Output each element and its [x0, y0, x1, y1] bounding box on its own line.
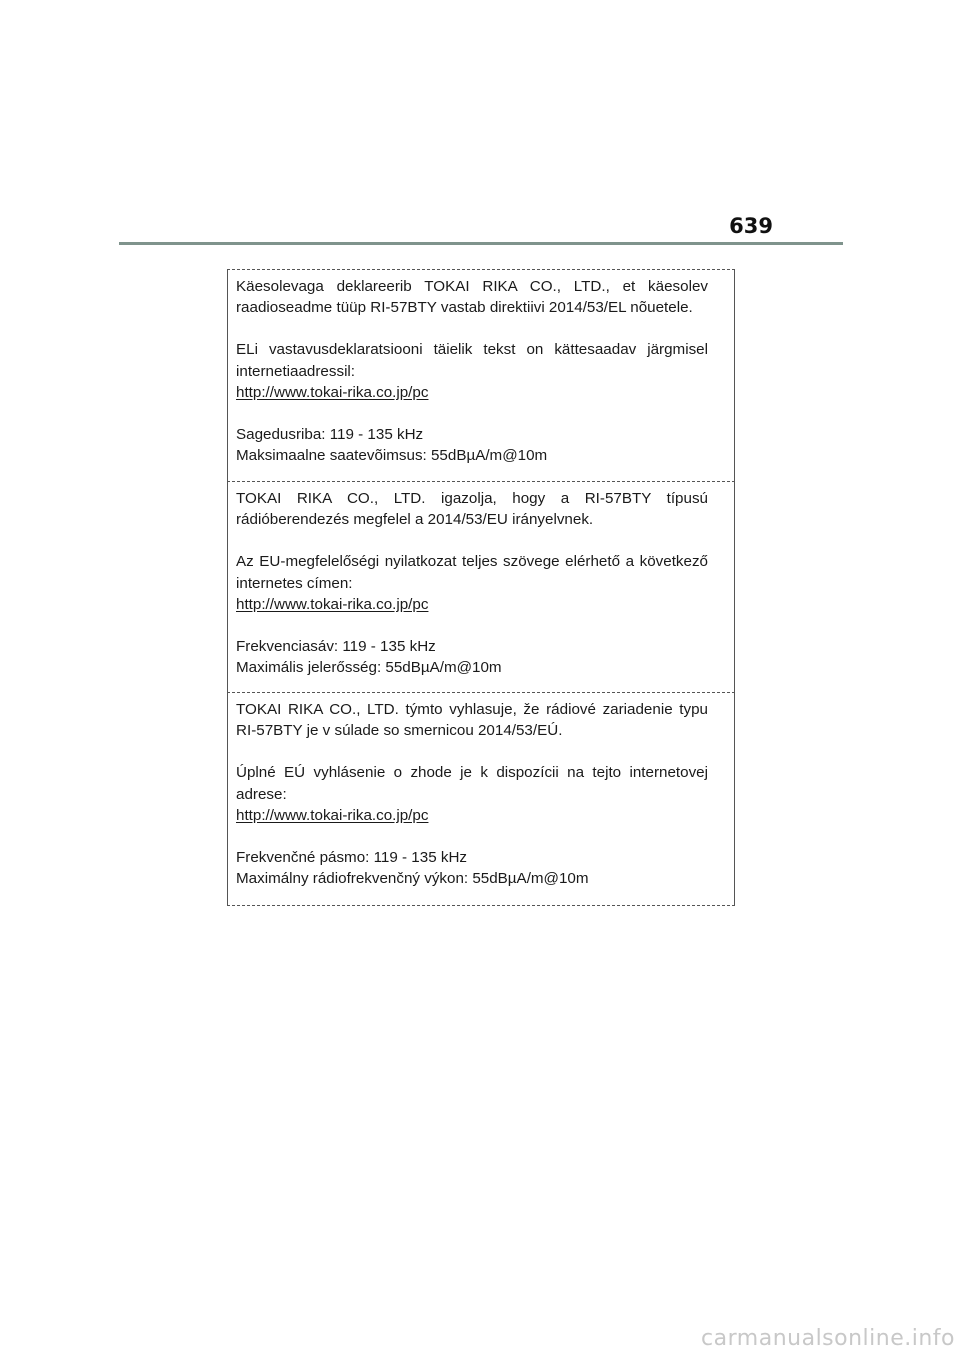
frequency-text: Sagedusriba: 119 - 135 kHz — [236, 426, 424, 444]
declaration-text: TOKAI RIKA CO., LTD. igazolja, hogy a RI-57BTY típusú rádióberendezés megfelel a 2014/53/EU irányelvnek. — [236, 490, 708, 529]
watermark: carmanualsonline.info — [701, 1326, 955, 1351]
declaration-box-hungarian — [227, 481, 735, 692]
availability-text: Az EU-megfelelőségi nyilatkozat teljes szövege elérhető a következő internetes címen: — [236, 553, 708, 592]
declaration-text: Käesolevaga deklareerib TOKAI RIKA CO., LTD., et käesolev raadioseadme tüüp RI-57BTY vastab direktiivi 2014/53/EL nõuetele. — [236, 278, 708, 317]
availability-text: Úplné EÚ vyhlásenie o zhode je k dispozícii na tejto internetovej adrese: — [236, 764, 708, 803]
declaration-text: TOKAI RIKA CO., LTD. týmto vyhlasuje, že rádiové zariadenie typu RI-57BTY je v súlade so smernicou 2014/53/EÚ. — [236, 701, 708, 740]
declaration-link[interactable]: http://www.tokai-rika.co.jp/pc — [236, 595, 429, 613]
frequency-text: Frekvenciasáv: 119 - 135 kHz — [236, 638, 436, 656]
header-rule — [119, 242, 843, 245]
power-text: Maximális jelerősség: 55dBµA/m@10m — [236, 659, 502, 677]
power-text: Maksimaalne saatevõimsus: 55dBµA/m@10m — [236, 447, 548, 465]
page-number: 639 — [729, 214, 773, 238]
frequency-text: Frekvenčné pásmo: 119 - 135 kHz — [236, 849, 468, 867]
declaration-link[interactable]: http://www.tokai-rika.co.jp/pc — [236, 383, 429, 401]
power-text: Maximálny rádiofrekvenčný výkon: 55dBµA/m@10m — [236, 870, 589, 888]
declaration-box-slovak — [227, 692, 735, 906]
declaration-box-estonian — [227, 269, 735, 481]
declaration-link[interactable]: http://www.tokai-rika.co.jp/pc — [236, 806, 429, 824]
availability-text: ELi vastavusdeklaratsiooni täielik tekst on kättesaadav järgmisel internetiaadressil: — [236, 341, 708, 380]
